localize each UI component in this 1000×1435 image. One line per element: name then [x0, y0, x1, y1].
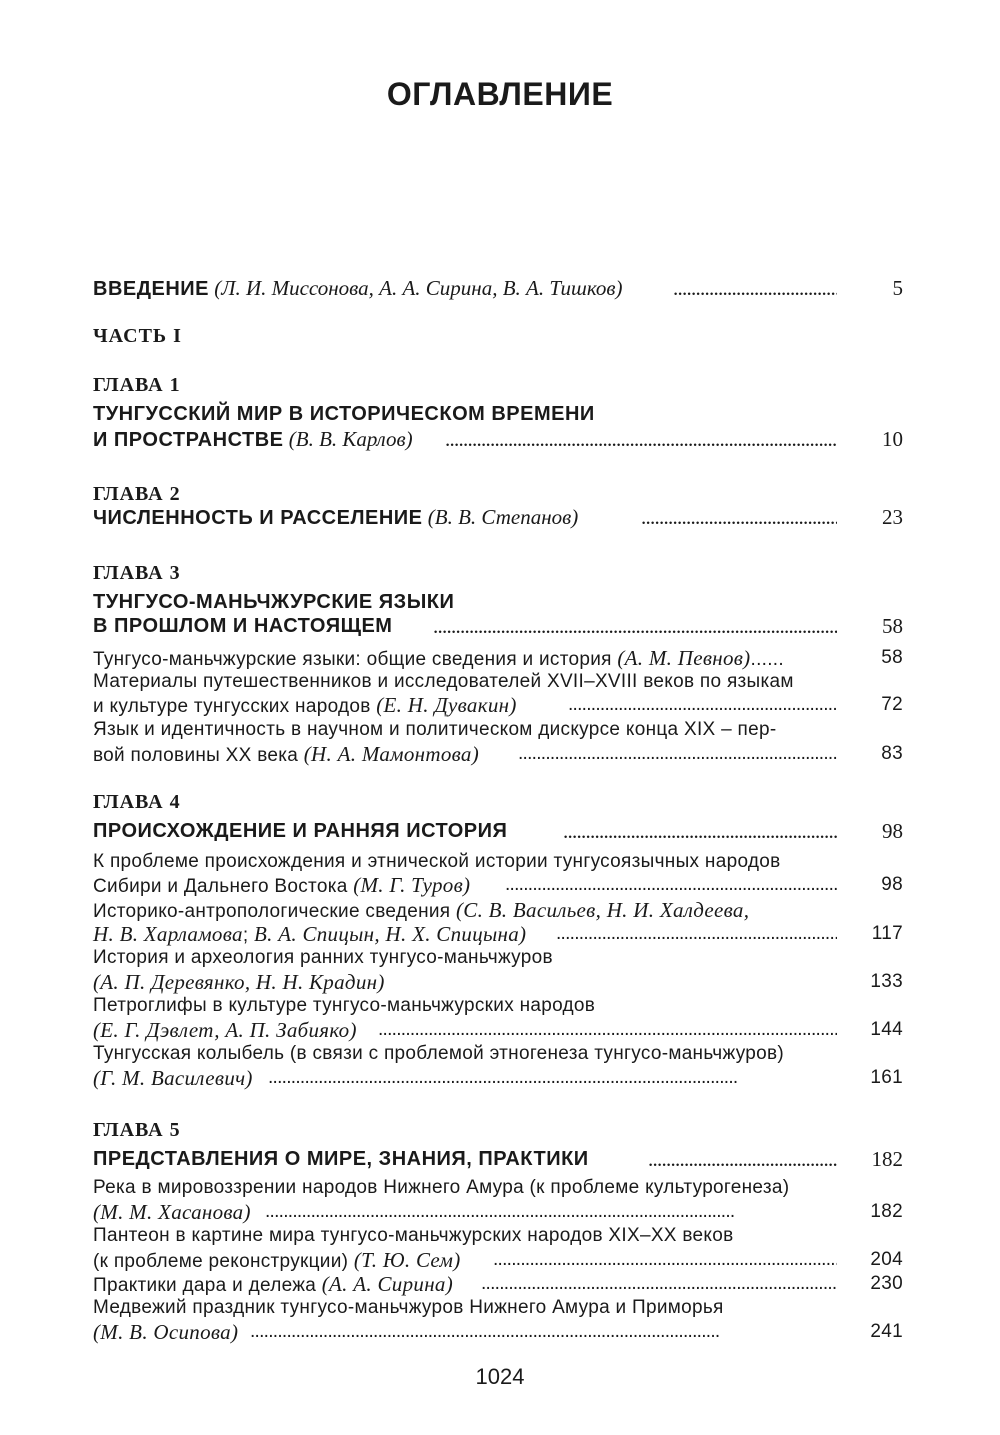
chapter-1-title-line-2: И ПРОСТРАНСТВЕ	[93, 429, 284, 451]
chapter-1-title-line-1: ТУНГУССКИЙ МИР В ИСТОРИЧЕСКОМ ВРЕМЕНИ	[93, 403, 595, 425]
toc-entry-4-4-line-1: Петроглифы в культуре тунгусо-маньчжурских народов	[93, 995, 596, 1016]
chapter-3-title-line-1: ТУНГУСО-МАНЬЧЖУРСКИЕ ЯЗЫКИ	[93, 591, 455, 613]
leader-dots	[518, 741, 837, 767]
page-number: 98	[882, 819, 903, 843]
leader-dots	[505, 872, 837, 898]
toc-entry-5-1-line-1: Река в мировоззрении народов Нижнего Амура (к проблеме культурогенеза)	[93, 1177, 790, 1198]
toc-entry-3-3: вой половины XX века (Н. А. Мамонтова) . . . 83	[93, 741, 903, 767]
chapter-2-label: ГЛАВА 2	[93, 483, 181, 505]
page-number: 72	[881, 694, 903, 715]
toc-entry-5-4: (М. В. Осипова) . . . 241	[93, 1319, 903, 1345]
page-number: 83	[881, 743, 903, 764]
toc-entry-4-2: Н. В. Харламова; В. А. Спицын, Н. Х. Спицына) . . . 117	[93, 921, 903, 947]
chapter-2-authors: (В. В. Степанов)	[427, 505, 579, 529]
toc-entry-4-1: Сибири и Дальнего Востока (М. Г. Туров) . . . 98	[93, 872, 903, 898]
page-number: 98	[881, 874, 903, 895]
toc-entry-4-3: (А. П. Деревянко, Н. Н. Крадин) 133	[93, 970, 903, 994]
page-number: 5	[892, 276, 903, 300]
toc-entry-5-4-line-1: Медвежий праздник тунгусо-маньчжуров Нижнего Амура и Приморья	[93, 1297, 724, 1318]
leader-dots	[378, 1017, 837, 1043]
toc-entry-4-5: (Г. М. Василевич) . . . 161	[93, 1065, 903, 1091]
toc-entry-introduction	[93, 275, 903, 301]
page-number: 241	[870, 1321, 903, 1342]
chapter-3-label: ГЛАВА 3	[93, 562, 181, 584]
part-heading: ЧАСТЬ I	[93, 325, 182, 347]
leader-dots	[433, 613, 837, 639]
page-number: 182	[870, 1201, 903, 1222]
toc-entry-3-3-line-1: Язык и идентичность в научном и политическом дискурсе конца XIX – пер-	[93, 719, 777, 740]
toc-entry-5-2: (к проблеме реконструкции) (Т. Ю. Сем) . . . 204	[93, 1247, 903, 1273]
toc-entry-3-2: и культуре тунгусских народов (Е. Н. Дувакин) . . . 72	[93, 692, 903, 718]
page-number: 204	[870, 1249, 903, 1270]
leader-dots	[250, 1319, 837, 1345]
chapter-1-authors: (В. В. Карлов)	[288, 427, 413, 451]
toc-entry-chapter-4	[93, 818, 903, 844]
chapter-1-label: ГЛАВА 1	[93, 374, 181, 396]
toc-entry-5-2-line-1: Пантеон в картине мира тунгусо-маньчжурских народов XIX–XX веков	[93, 1225, 734, 1246]
leader-dots	[556, 921, 837, 947]
toc-entry-4-4: (Е. Г. Дэвлет, А. П. Забияко) . . . 144	[93, 1017, 903, 1043]
introduction-title: ВВЕДЕНИЕ	[93, 278, 209, 300]
chapter-4-title: ПРОИСХОЖДЕНИЕ И РАННЯЯ ИСТОРИЯ	[93, 820, 508, 842]
toc-entry-chapter-2	[93, 504, 903, 530]
toc-entry-5-3: Практики дара и дележа (А. А. Сирина) . . . 230	[93, 1271, 903, 1297]
page-number: 133	[870, 971, 903, 992]
leader-dots	[481, 1271, 837, 1297]
introduction-authors: (Л. И. Миссонова, А. А. Сирина, В. А. Тишков)	[214, 276, 623, 300]
toc-entry-4-1-line-1: К проблеме происхождения и этнической истории тунгусоязычных народов	[93, 851, 781, 872]
page-number: 117	[871, 923, 903, 944]
leader-dots	[641, 504, 837, 530]
leader-dots	[673, 275, 837, 301]
toc-entry-4-5-line-1: Тунгусская колыбель (в связи с проблемой этногенеза тунгусо-маньчжуров)	[93, 1043, 785, 1064]
page-number: 10	[882, 427, 903, 451]
chapter-2-title: ЧИСЛЕННОСТЬ И РАССЕЛЕНИЕ	[93, 507, 423, 529]
chapter-5-title: ПРЕДСТАВЛЕНИЯ О МИРЕ, ЗНАНИЯ, ПРАКТИКИ	[93, 1148, 589, 1170]
page-number: 230	[870, 1273, 903, 1294]
leader-dots	[568, 692, 837, 718]
chapter-5-label: ГЛАВА 5	[93, 1119, 181, 1141]
page-number: 144	[870, 1019, 903, 1040]
leader-dots	[563, 818, 837, 844]
chapter-3-title-line-2: В ПРОШЛОМ И НАСТОЯЩЕМ	[93, 615, 393, 637]
page-folio: 1024	[475, 1364, 525, 1389]
toc-entry-5-1: (М. М. Хасанова) . . . 182	[93, 1199, 903, 1225]
leader-dots	[445, 426, 837, 452]
page-number: 161	[870, 1067, 903, 1088]
page-number: 58	[882, 614, 903, 638]
page-number: 182	[871, 1147, 903, 1171]
leader-dots	[265, 1199, 837, 1225]
toc-entry-chapter-5	[93, 1146, 903, 1172]
toc-entry-chapter-1	[93, 426, 903, 452]
leader-dots	[648, 1146, 837, 1172]
leader-dots	[493, 1247, 837, 1273]
page-title: ОГЛАВЛЕНИЕ	[386, 76, 614, 112]
page-number: 58	[881, 647, 903, 668]
toc-entry-4-3-line-1: История и археология ранних тунгусо-маньчжуров	[93, 947, 553, 968]
toc-entry-4-2-line-1: Историко-антропологические сведения (С. В. Васильев, Н. И. Халдеева,	[93, 898, 750, 922]
leader-dots	[268, 1065, 837, 1091]
page-number: 23	[882, 505, 903, 529]
toc-entry-3-2-line-1: Материалы путешественников и исследователей XVII–XVIII веков по языкам	[93, 671, 794, 692]
toc-entry-chapter-3	[93, 613, 903, 639]
toc-entry-3-1: Тунгусо-маньчжурские языки: общие сведения и история (А. М. Певнов)...... 58	[93, 646, 903, 670]
chapter-4-label: ГЛАВА 4	[93, 791, 181, 813]
